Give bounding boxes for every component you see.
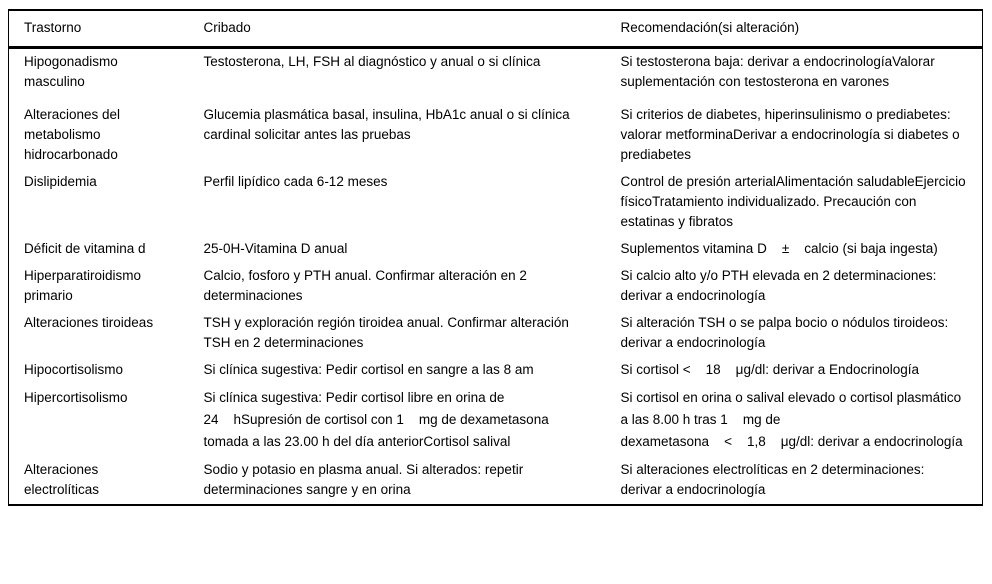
cell-recomendacion: Si calcio alto y/o PTH elevada en 2 determinaciones: derivar a endocrinología [620,268,937,303]
cell-cribado: Calcio, fosforo y PTH anual. Confirmar alteración en 2 determinaciones [203,268,527,303]
cell-recomendacion: Si alteración TSH o se palpa bocio o nódulos tiroideos: derivar a endocrinología [620,315,949,350]
cell-trastorno: Alteraciones electrolíticas [24,462,100,497]
cell-recomendacion: Si criterios de diabetes, hiperinsulinismo o prediabetes: valorar metforminaDerivar a endocrinología si diabetes o prediabetes [620,107,960,162]
cell-cribado: Sodio y potasio en plasma anual. Si alterados: repetir determinaciones sangre y en orina [203,462,524,497]
cell-cribado: TSH y exploración región tiroidea anual. Confirmar alteración TSH en 2 determinaciones [203,315,569,350]
cell-recomendacion: Si alteraciones electrolíticas en 2 determinaciones: derivar a endocrinología [620,462,925,497]
cell-trastorno: Hipocortisolismo [24,362,124,377]
cell-recomendacion: Control de presión arterialAlimentación saludableEjercicio físicoTratamiento individualizado. Precaución con estatinas y fibratos [620,174,966,229]
cell-recomendacion: Suplementos vitamina D ± calcio (si baja ingesta) [620,241,938,256]
table-row [9,169,983,236]
cell-trastorno: Hipercortisolismo [24,390,128,405]
cell-cribado: 25-0H-Vitamina D anual [203,241,348,256]
col-header-cribado: Cribado [203,20,251,35]
col-header-trastorno: Trastorno [24,20,82,35]
cell-cribado: Perfil lipídico cada 6-12 meses [203,174,388,189]
screening-table [8,9,983,506]
cell-cribado: Glucemia plasmática basal, insulina, HbA1c anual o si clínica cardinal solicitar antes las pruebas [203,107,570,142]
table-row [9,457,983,505]
cell-trastorno: Alteraciones tiroideas [24,315,154,330]
cell-trastorno: Hipogonadismo masculino [24,54,118,89]
cell-cribado: Si clínica sugestiva: Pedir cortisol libre en orina de 24 hSupresión de cortisol con 1 mg de dexametasona tomada a las 23.00 h del día anteriorCortisol salival [203,390,549,449]
table-row [9,310,983,357]
cell-recomendacion: Si cortisol < 18 μg/dl: derivar a Endocrinología [620,362,920,377]
cell-recomendacion: Si cortisol en orina o salival elevado o cortisol plasmático a las 8.00 h tras 1 mg de dexametasona < 1,8 μg/dl: derivar a endocrinología [620,390,963,449]
cell-trastorno: Alteraciones del metabolismo hidrocarbonado [24,107,121,162]
table-row [9,384,983,457]
table-row [9,102,983,169]
cell-trastorno: Dislipidemia [24,174,97,189]
table-row [9,48,983,103]
cell-cribado: Si clínica sugestiva: Pedir cortisol en sangre a las 8 am [203,362,534,377]
table-row [9,357,983,384]
cell-trastorno: Hiperparatiroidismo primario [24,268,142,303]
table-row [9,236,983,263]
cell-trastorno: Déficit de vitamina d [24,241,146,256]
cell-cribado: Testosterona, LH, FSH al diagnóstico y anual o si clínica [203,54,541,69]
col-header-recomendacion: Recomendación(si alteración) [620,20,800,35]
cell-recomendacion: Si testosterona baja: derivar a endocrinologíaValorar suplementación con testosterona en varones [620,54,935,89]
screening-table-container [8,9,982,506]
table-row [9,263,983,310]
table-header-row [9,10,983,48]
